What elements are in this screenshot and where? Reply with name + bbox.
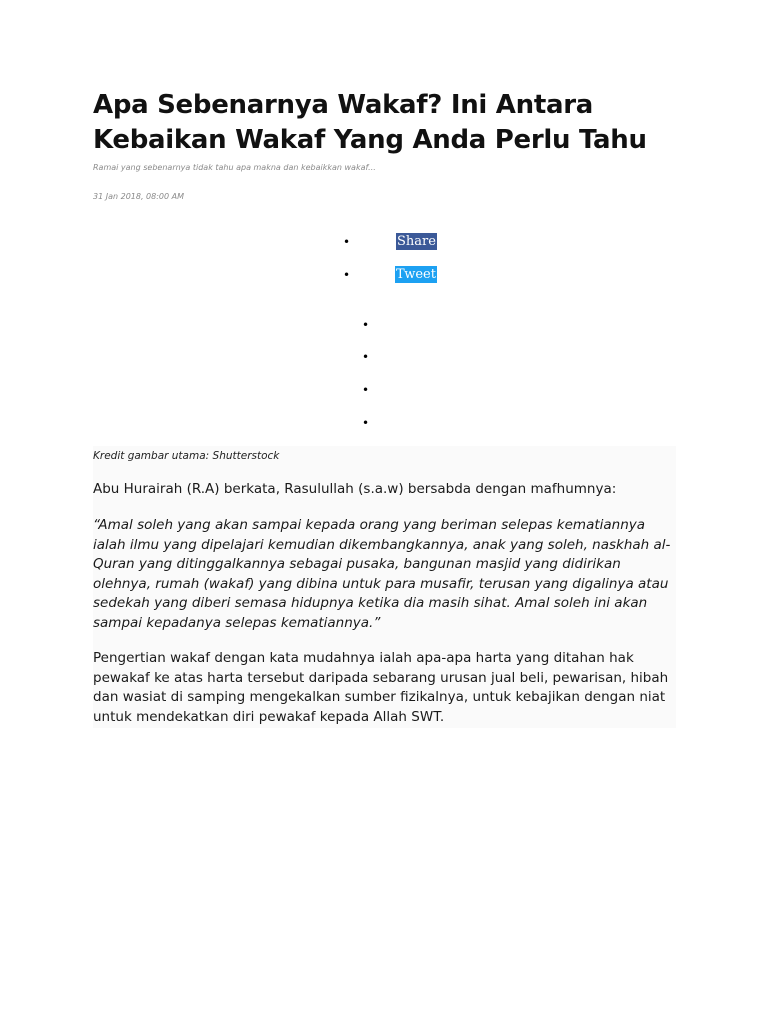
- twitter-tweet-button[interactable]: Tweet: [396, 267, 436, 282]
- list-bullet: •: [362, 383, 370, 397]
- article-header: [93, 88, 676, 202]
- hadith-quote: “Amal soleh yang akan sampai kepada orang yang beriman selepas kematiannya ialah ilmu yang dipelajari kemudian dikembangkannya, anak yang soleh, naskhah al-Quran yang ditinggalkannya sebagai pusaka, bangunan masjid yang didirikan olehnya, rumah (wakaf) yang dibina untuk para musafir, terusan yang digalinya atau sedekah yang diberi semasa hidupnya ketika dia masih sihat. Amal soleh ini akan sampai kepadanya selepas kematiannya.”: [93, 517, 671, 631]
- list-bullet: •: [343, 235, 351, 249]
- hadith-intro: Abu Hurairah (R.A) berkata, Rasulullah (s.a.w) bersabda dengan mafhumnya:: [93, 481, 617, 497]
- article-body: [93, 446, 676, 728]
- list-bullet: •: [343, 268, 351, 282]
- list-bullet: •: [362, 416, 370, 430]
- article-subtitle: Ramai yang sebenarnya tidak tahu apa makna dan kebaikkan wakaf...: [93, 163, 376, 172]
- article-date: 31 Jan 2018, 08:00 AM: [93, 192, 185, 201]
- wakaf-definition: Pengertian wakaf dengan kata mudahnya ialah apa-apa harta yang ditahan hak pewakaf ke atas harta tersebut daripada sebarang urusan jual beli, pewarisan, hibah dan wasiat di samping mengekalkan sumber fizikalnya, untuk kebajikan dengan niat untuk mendekatkan diri pewakaf kepada Allah SWT.: [93, 650, 669, 725]
- facebook-share-button[interactable]: Share: [397, 234, 436, 249]
- article-title: Apa Sebenarnya Wakaf? Ini Antara Kebaikan Wakaf Yang Anda Perlu Tahu: [93, 90, 647, 155]
- image-credit: Kredit gambar utama: Shutterstock: [93, 450, 280, 462]
- list-bullet: •: [362, 318, 370, 332]
- list-bullet: •: [362, 350, 370, 364]
